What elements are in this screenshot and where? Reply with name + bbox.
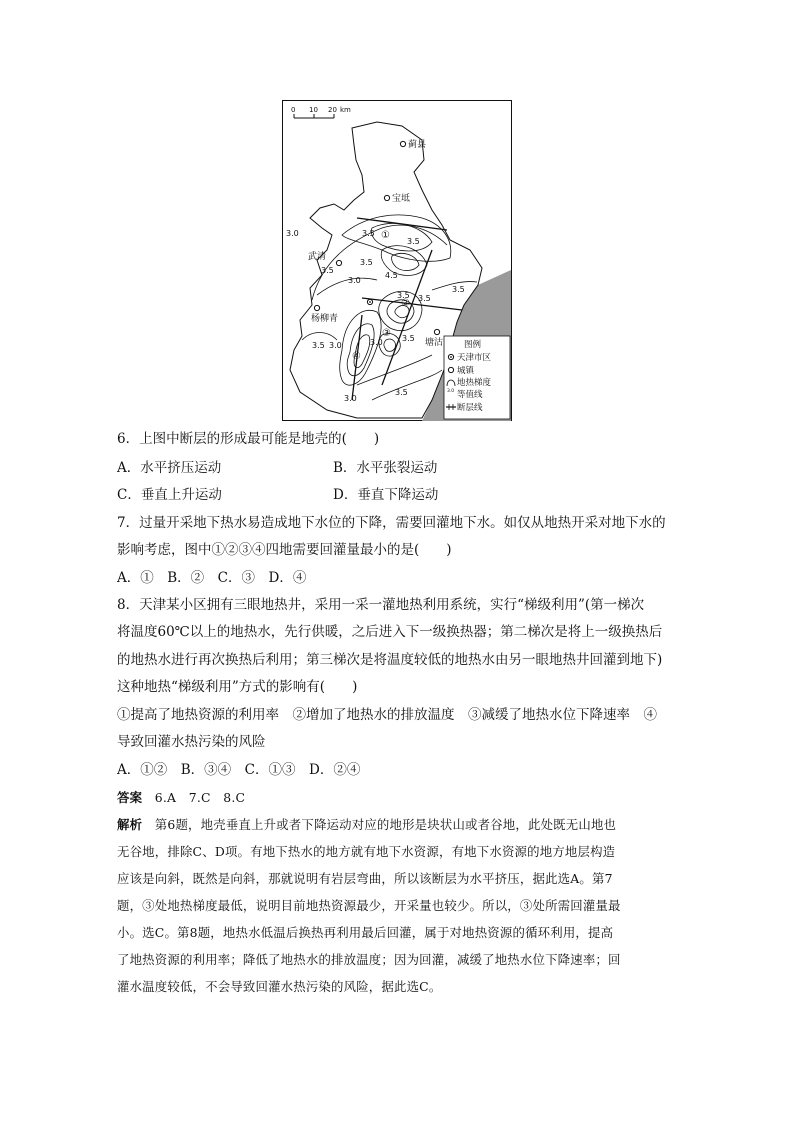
q8-stem-line: 的地热水进行再次换热后利用；第三梯次是将温度较低的地热水由另一眼地热井回灌到地下) — [117, 652, 663, 668]
q6-option-b[interactable]: B．水平张裂运动 — [333, 460, 438, 476]
scale-label: 10 — [309, 106, 318, 114]
scale-label: 0 — [291, 106, 296, 114]
svg-text:3.5: 3.5 — [402, 334, 415, 343]
legend-title: 图例 — [464, 340, 482, 350]
place-baodi: 宝坻 — [392, 194, 411, 204]
analysis-line: 应该是向斜，既然是向斜，那就说明有岩层弯曲，所以该断层为水平挤压，据此选A。第7 — [117, 871, 613, 886]
q6-option-c[interactable]: C．垂直上升运动 — [117, 487, 222, 503]
svg-text:3.5: 3.5 — [407, 237, 420, 246]
legend-town: 城镇 — [457, 366, 475, 376]
svg-text:3.5: 3.5 — [312, 341, 325, 350]
q8-statement-line: 导致回灌水热污染的风险 — [117, 734, 266, 750]
svg-text:3.0: 3.0 — [370, 338, 383, 347]
map-legend — [444, 336, 510, 419]
legend-contour-sample: 3.0 — [447, 389, 455, 394]
svg-text:3.0: 3.0 — [344, 394, 357, 403]
svg-text:3.5: 3.5 — [395, 388, 408, 397]
answer-line — [117, 789, 245, 806]
tianjin-geothermal-map — [282, 100, 512, 421]
svg-text:3.5: 3.5 — [362, 229, 375, 238]
analysis-line: 了地热资源的利用率；降低了地热水的排放温度；因为回灌，减缓了地热水位下降速率；回 — [117, 952, 621, 967]
svg-text:3.0: 3.0 — [286, 229, 299, 238]
analysis-line: 灌水温度较低，不会导致回灌水热污染的风险，据此选C。 — [117, 979, 442, 994]
svg-text:3.5: 3.5 — [452, 285, 465, 294]
svg-text:3.0: 3.0 — [348, 276, 361, 285]
city-marker-dot — [369, 301, 371, 303]
marker-2: ② — [401, 298, 410, 309]
svg-text:3.0: 3.0 — [329, 341, 342, 350]
marker-3: ③ — [382, 328, 391, 339]
svg-text:4.5: 4.5 — [385, 271, 398, 280]
place-yangliuqing: 杨柳青 — [311, 314, 339, 324]
q7-options[interactable]: A．① B．② C．③ D．④ — [117, 570, 307, 586]
marker-1: ① — [381, 230, 390, 241]
place-wuqing: 武清 — [308, 252, 327, 262]
q8-stem-line: 将温度60℃以上的地热水，先行供暖，之后进入下一级换热器；第二梯次是将上一级换热后 — [117, 624, 663, 640]
q6-option-d[interactable]: D．垂直下降运动 — [333, 487, 439, 503]
legend-gradient: 地热梯度 — [457, 378, 492, 388]
place-tanggu: 塘沽 — [425, 338, 444, 348]
answer-label: 答案 — [117, 790, 143, 805]
analysis-line: 解析 第6题，地壳垂直上升或者下降运动对应的地形是块状山或者谷地，此处既无山地也 — [117, 817, 617, 832]
svg-text:3.5: 3.5 — [397, 291, 410, 300]
svg-text:3.5: 3.5 — [418, 294, 431, 303]
q6-option-a[interactable]: A．水平挤压运动 — [117, 460, 222, 476]
q8-options[interactable]: A．①② B．③④ C．①③ D．②④ — [117, 762, 361, 778]
analysis-line: 小。选C。第8题，地热水低温后换热再利用最后回灌，属于对地热资源的循环利用，提高 — [117, 925, 614, 940]
q8-stem-line: 这种地热“梯级利用”方式的影响有( ) — [117, 679, 358, 695]
answer-text: 6.A 7.C 8.C — [154, 790, 246, 805]
legend-isoline: 等值线 — [457, 390, 483, 400]
legend-fault: 断层线 — [457, 403, 483, 413]
analysis-line: 无谷地，排除C、D项。有地下热水的地方就有地下水资源，有地下水资源的地方地层构造 — [117, 844, 616, 859]
q7-stem-line: 7．过量开采地下热水易造成地下水位的下降，需要回灌地下水。如仅从地热开采对地下水的 — [117, 515, 666, 531]
q8-statement-line: ①提高了地热资源的利用率 ②增加了地热水的排放温度 ③减缓了地热水位下降速率 ④ — [117, 707, 657, 723]
q6-stem: 6．上图中断层的形成最可能是地壳的( ) — [117, 431, 380, 447]
svg-text:3.5: 3.5 — [321, 266, 334, 275]
legend-city: 天津市区 — [457, 353, 492, 363]
analysis-line: 题，③处地热梯度最低，说明目前地热资源最少，开采量也较少。所以，③处所需回灌量最 — [117, 898, 621, 913]
scale-label: km — [340, 106, 351, 114]
q8-stem-line: 8．天津某小区拥有三眼地热井，采用一采一灌地热利用系统，实行“梯级利用”(第一梯次 — [117, 597, 645, 613]
place-jixian: 蓟县 — [408, 140, 427, 150]
marker-4: ④ — [352, 351, 361, 362]
q7-stem-line: 影响考虑，图中①②③④四地需要回灌量最小的是( ) — [117, 542, 452, 558]
analysis-label: 解析 — [117, 817, 143, 832]
svg-text:3.5: 3.5 — [360, 258, 373, 267]
scale-label: 20 — [328, 106, 337, 114]
